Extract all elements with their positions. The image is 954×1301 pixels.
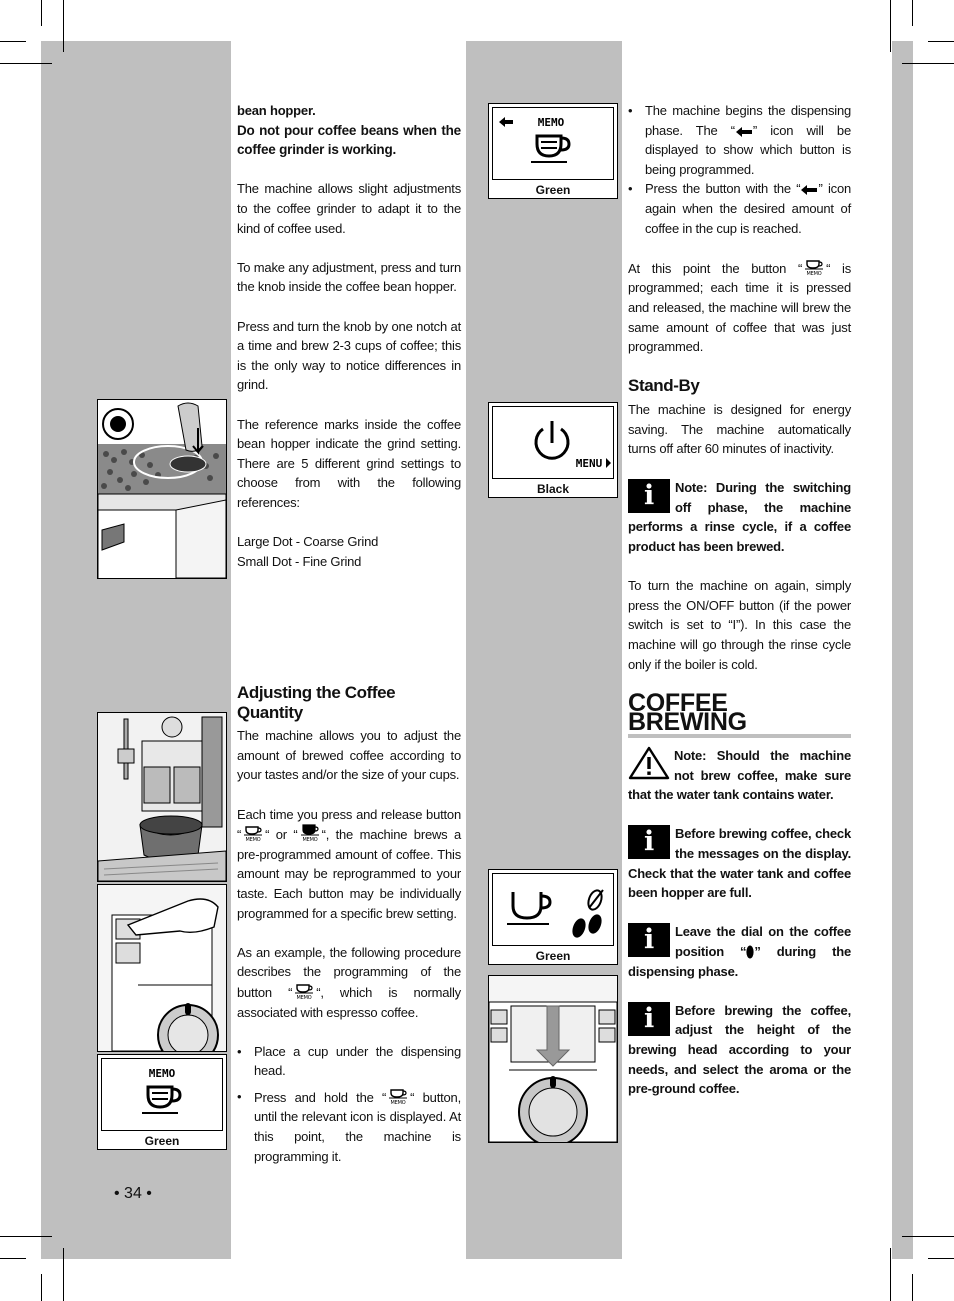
espresso-cup-memo-icon (802, 258, 826, 276)
note-text: Leave the dial on the coffee position “ (675, 924, 851, 959)
info-note-rinse (628, 478, 851, 556)
grinder-drawing (98, 400, 226, 578)
dispensing-drawing (98, 713, 226, 881)
display-caption: Black (536, 482, 570, 496)
page-number: • 34 • (114, 1185, 152, 1202)
coffee-brewing-heading: COFFEE BREWING (628, 694, 851, 738)
crop-mark (63, 0, 64, 52)
grinder-knob-illustration (97, 399, 227, 579)
text-fragment: Press and hold the “ (254, 1089, 387, 1105)
small-dot-text: Small Dot - Fine Grind (237, 553, 362, 569)
text-fragment: “ is programmed; each time it is pressed and released, the machine will brew the same amount of coffee that was just programmed. (628, 260, 852, 355)
right-grey-band (892, 41, 913, 1259)
standby-paragraph: The machine is designed for energy saving. The machine automatically turns off after 60 minutes of inactivity. (628, 401, 851, 457)
step-press-hold (237, 1087, 461, 1166)
memo-icon-label: MEMO (245, 837, 261, 843)
coffee-bean-icon (586, 913, 604, 936)
crop-mark (890, 0, 891, 52)
memo-screen-label: MEMO (148, 1067, 176, 1080)
display-caption: Green (535, 183, 571, 197)
adjust-intro-paragraph: The machine allows you to adjust the amount of brewed coffee according to your tastes and/or the size of your cups. (237, 728, 461, 783)
coffee-bean-icon (570, 917, 588, 940)
brew-head-drawing (489, 976, 617, 1142)
text-fragment: ” icon again when the desired amount of coffee in the cup is reached. (645, 181, 852, 236)
text-fragment: “, which is normally associated with espresso coffee. (237, 984, 461, 1020)
press-button-illustration (97, 884, 227, 1052)
step-press-again (628, 179, 851, 238)
note-text: Note: During the switching off phase, the machine performs a rinse cycle, if a coffee product has been brewed. (628, 480, 851, 555)
standby-screen-drawing (493, 407, 613, 478)
crop-mark (912, 1274, 913, 1301)
menu-screen-label: MENU (575, 457, 603, 470)
example-procedure-paragraph (237, 943, 461, 1022)
crop-mark (890, 1248, 891, 1301)
memo-display-green-right (488, 103, 618, 199)
memo-icon-label: MEMO (296, 994, 312, 1000)
info-note-display (628, 824, 851, 902)
crop-mark (0, 63, 52, 64)
arrow-left-icon (499, 117, 513, 127)
grinder-warning: Do not pour coffee beans when the coffee grinder is working. (237, 122, 461, 158)
crop-mark (902, 1236, 954, 1237)
memo-screen-label: MEMO (537, 116, 565, 129)
left-text-column-lower (237, 683, 461, 1186)
press-drawing (98, 885, 226, 1051)
text-fragment: As an example, the following procedure describes the programming of the button “ (237, 944, 461, 1000)
coffee-cup-memo-icon (298, 824, 322, 842)
reference-marks-paragraph: The reference marks inside the coffee bean hopper indicate the grind setting. There are 5 different grind settings to choose from with the following references: (237, 416, 461, 510)
text-fragment: At this point the button “ (628, 260, 803, 276)
display-screen (492, 406, 614, 479)
memo-icon-label: MEMO (806, 270, 822, 276)
grinder-adjust-paragraph: The machine allows slight adjustments to the coffee grinder to adapt it to the kind of coffee used. (237, 181, 461, 236)
right-text-column (628, 101, 851, 1118)
step-dispensing-phase (628, 101, 851, 179)
brewing-head-adjust-illustration (488, 975, 618, 1143)
text-fragment: The machine begins the dispensing phase. The “ (645, 103, 851, 138)
memo-icon-label: MEMO (390, 1099, 406, 1105)
espresso-cup-memo-icon (386, 1087, 410, 1105)
memo-display-green-left (97, 1054, 227, 1150)
ready-screen-drawing (493, 874, 613, 945)
info-icon: i (628, 1002, 670, 1036)
notch-paragraph: Press and turn the knob by one notch at a time and brew 2-3 cups of coffee; this is the only way to notice differences in grind. (237, 318, 461, 393)
memo-icon-label: MEMO (302, 837, 318, 843)
memo-screen-drawing (102, 1059, 222, 1130)
info-note-dial (628, 922, 851, 981)
crop-mark (928, 1258, 954, 1259)
crop-mark (912, 0, 913, 26)
standby-heading: Stand-By (628, 376, 700, 396)
note-text: ” during the dispensing phase. (628, 943, 851, 979)
display-screen (492, 107, 614, 180)
display-screen (101, 1058, 223, 1131)
warning-triangle-icon (628, 746, 670, 780)
display-screen (492, 873, 614, 946)
note-text: Note: Should the machine not brew coffee, make sure that the water tank contains water. (628, 748, 851, 803)
warning-note-water (628, 746, 851, 805)
arrow-left-icon (735, 126, 753, 138)
left-text-column (237, 101, 461, 591)
knob-paragraph: To make any adjustment, press and turn the knob inside the coffee bean hopper. (237, 259, 461, 295)
arrow-left-icon (800, 184, 818, 196)
info-note-brew-height (628, 1001, 851, 1099)
info-icon: i (628, 479, 670, 513)
cup-icon (513, 892, 541, 918)
display-caption: Green (535, 949, 571, 963)
text-fragment: Press the button with the “ (645, 181, 801, 197)
memo-screen-drawing (493, 108, 613, 179)
dispensing-steps-list (628, 101, 851, 238)
crop-mark (41, 0, 42, 26)
text-fragment: ” icon will be displayed to show which button is being programmed. (645, 122, 851, 177)
espresso-cup-memo-icon (292, 982, 316, 1000)
crop-mark (41, 1274, 42, 1301)
dispensing-head-illustration (97, 712, 227, 882)
bean-hopper-text: bean hopper. (237, 103, 316, 118)
button-programmed-paragraph (628, 258, 851, 357)
programming-steps-list (237, 1042, 461, 1167)
press-button-paragraph (237, 805, 461, 924)
crop-mark (0, 1236, 52, 1237)
standby-display-black (488, 402, 618, 498)
arrow-right-icon (606, 458, 611, 468)
note-text: Before brewing the coffee, adjust the height of the brewing head according to your needs, and select the aroma or the pre-ground coffee. (628, 1002, 851, 1097)
adjust-coffee-quantity-heading: Adjusting the Coffee Quantity (237, 683, 396, 722)
crop-mark (63, 1248, 64, 1301)
crop-mark (928, 41, 954, 42)
text-fragment: “ or “ (265, 827, 298, 843)
step-place-cup: • Place a cup under the dispensing head. (237, 1042, 461, 1081)
crop-mark (0, 1258, 26, 1259)
ready-display-green (488, 869, 618, 965)
large-dot-text: Large Dot - Coarse Grind (237, 534, 379, 550)
crop-mark (902, 63, 954, 64)
info-icon: i (628, 923, 670, 957)
text-fragment: “ button, until the relevant icon is displayed. At this point, the machine is programming it. (254, 1089, 461, 1164)
display-caption: Green (144, 1134, 180, 1148)
espresso-cup-memo-icon (241, 824, 265, 842)
text-fragment: Each time you press and release button “ (237, 806, 461, 843)
note-text: Before brewing coffee, check the messages on the display. Check that the water tank and coffee been hopper are full. (628, 826, 851, 901)
info-icon: i (628, 825, 670, 859)
crop-mark (0, 41, 26, 42)
turn-on-paragraph: To turn the machine on again, simply press the ON/OFF button (if the power switch is set to “I”). In this case the machine will go through the rinse cycle only if the boiler is cold. (628, 578, 851, 672)
text-fragment: “, the machine brews a pre-programmed amount of coffee. This amount may be reprogrammed to your taste. Each button may be individually programmed for a specific brew setting. (237, 827, 462, 921)
